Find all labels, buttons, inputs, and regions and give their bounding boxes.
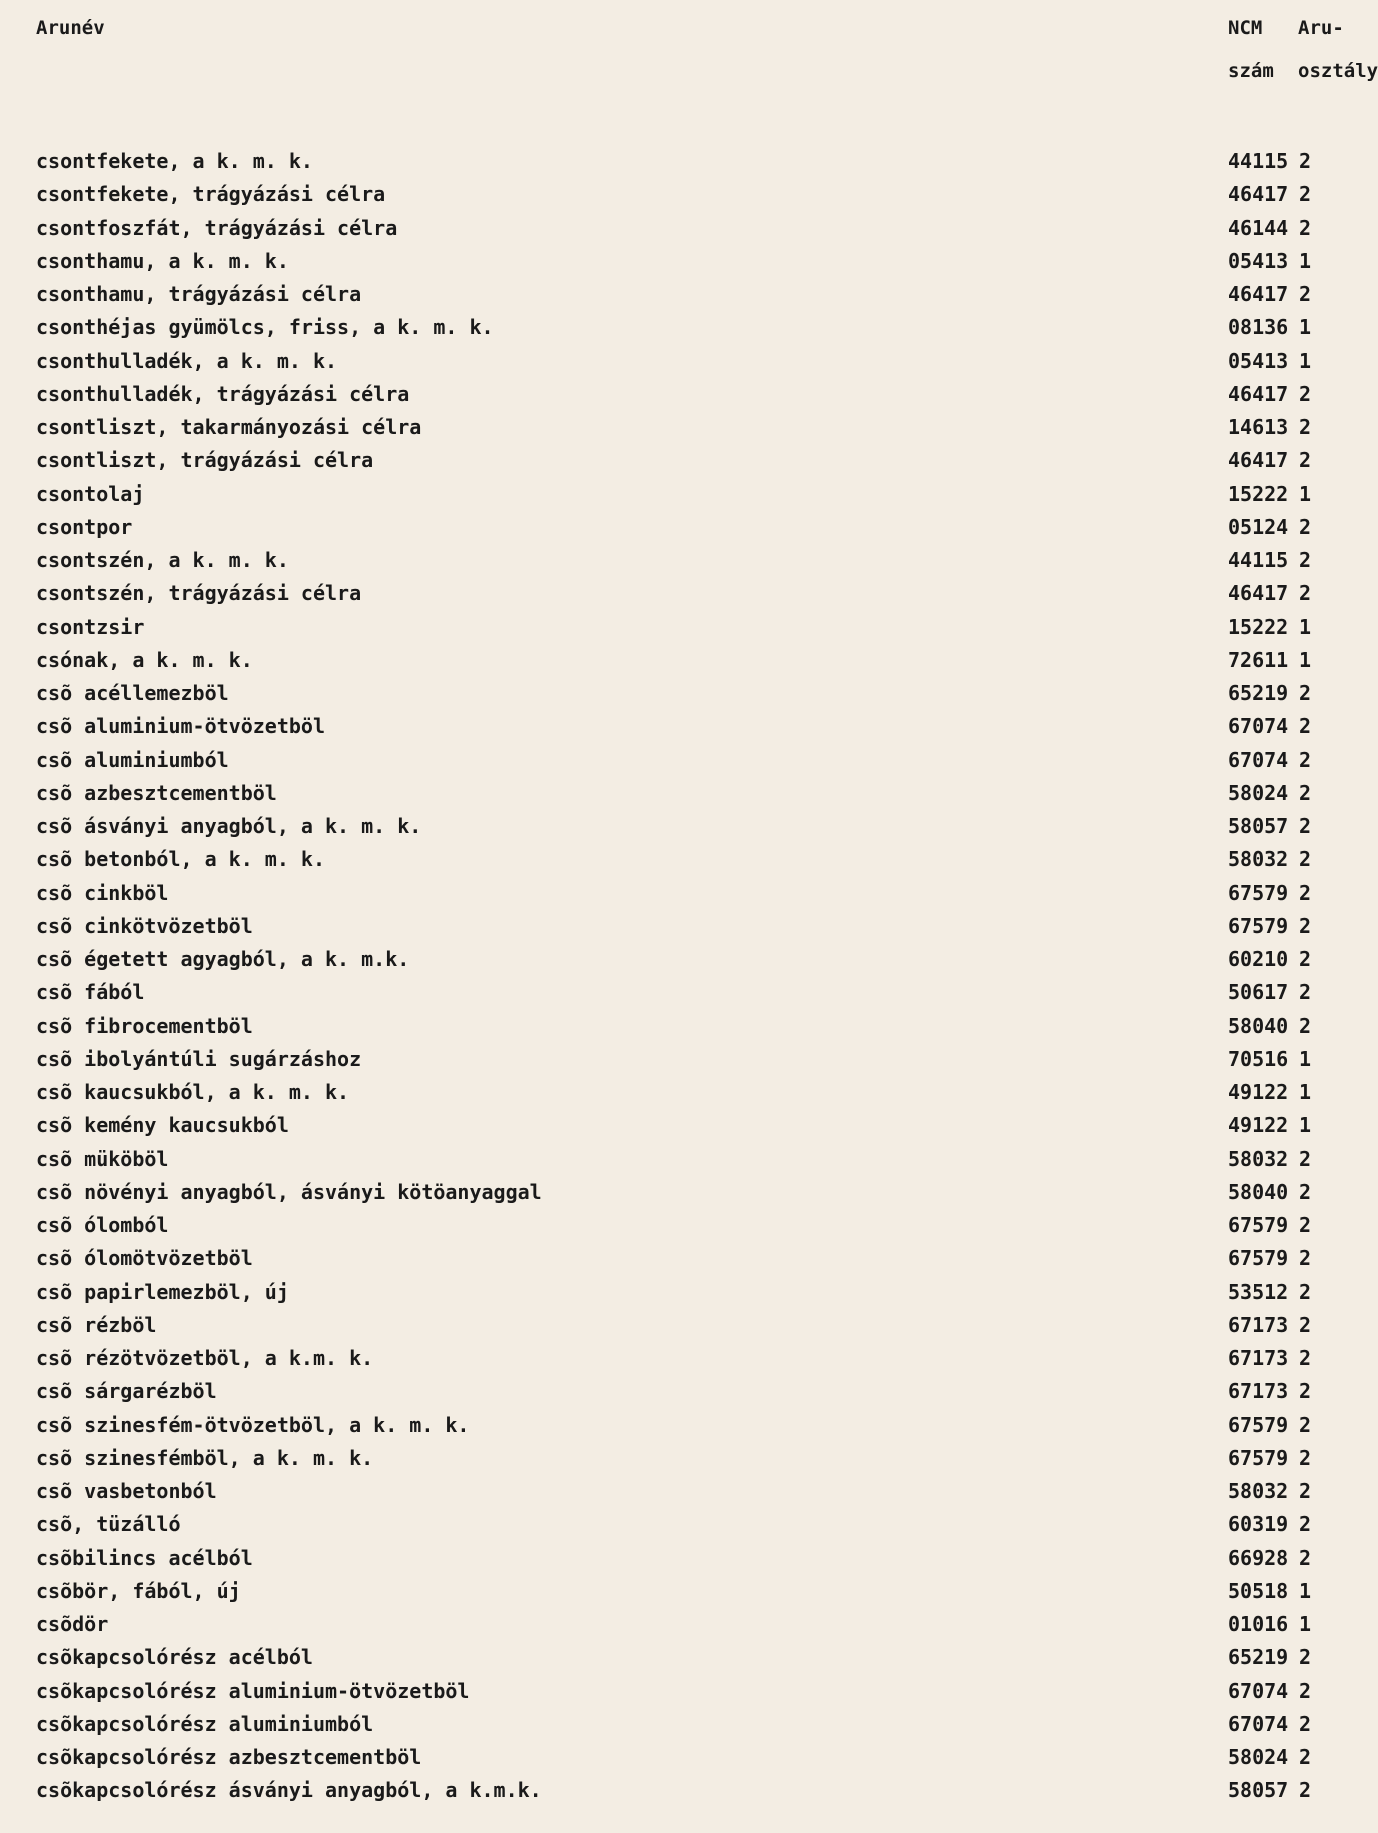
header-class-line2: osztály [1298, 60, 1378, 82]
item-ncm-code: 66928 [1228, 1545, 1289, 1570]
list-item [0, 1342, 1378, 1375]
item-class: 2 [1299, 1445, 1312, 1470]
item-name: csõ, tüzálló [36, 1512, 181, 1537]
list-item [0, 212, 1378, 245]
item-class: 2 [1299, 847, 1312, 872]
item-name: csõ rézötvözetböl, a k.m. k. [36, 1346, 374, 1370]
item-ncm-code: 46417 [1228, 381, 1289, 406]
item-class: 1 [1299, 1113, 1312, 1138]
item-class: 1 [1299, 1046, 1312, 1071]
item-name: csontzsir [36, 614, 145, 639]
item-class: 2 [1299, 381, 1312, 406]
item-name: csontszén, trágyázási célra [36, 581, 362, 606]
item-ncm-code: 46144 [1228, 215, 1289, 240]
list-item [0, 1043, 1378, 1076]
list-item [0, 1242, 1378, 1275]
item-name: csõ müköböl [36, 1146, 169, 1171]
item-ncm-code: 67579 [1228, 880, 1289, 905]
entry-list [0, 145, 1378, 1808]
item-class: 1 [1299, 1612, 1312, 1636]
item-ncm-code: 01016 [1228, 1612, 1289, 1636]
item-name: csõbilincs acélból [36, 1545, 253, 1570]
item-class: 2 [1299, 814, 1312, 838]
item-name: csónak, a k. m. k. [36, 647, 253, 672]
list-item [0, 976, 1378, 1009]
item-name: csõ ólomötvözetböl [36, 1246, 253, 1271]
item-name: csõ szinesfémböl, a k. m. k. [36, 1445, 374, 1470]
item-name: csõ betonból, a k. m. k. [36, 847, 325, 872]
item-name: csonthulladék, a k. m. k. [36, 348, 338, 373]
item-class: 2 [1299, 1379, 1312, 1404]
item-ncm-code: 67074 [1228, 714, 1289, 739]
list-item [0, 1475, 1378, 1508]
list-item [0, 777, 1378, 810]
item-name: csõ fából [36, 980, 145, 1005]
item-name: csõkapcsolórész aluminium-ötvözetböl [36, 1678, 470, 1703]
list-item [0, 1276, 1378, 1309]
item-class: 1 [1299, 1080, 1312, 1104]
item-ncm-code: 58057 [1228, 1778, 1289, 1803]
item-class: 2 [1299, 980, 1312, 1005]
item-class: 2 [1299, 880, 1312, 905]
item-ncm-code: 67074 [1228, 1711, 1289, 1736]
item-name: csonthamu, trágyázási célra [36, 282, 362, 306]
item-name: csõ ibolyántúli sugárzáshoz [36, 1046, 362, 1071]
item-ncm-code: 67579 [1228, 1412, 1289, 1437]
item-name: csõkapcsolórész aluminiumból [36, 1711, 374, 1736]
item-ncm-code: 05413 [1228, 348, 1289, 373]
item-class: 2 [1299, 581, 1312, 606]
list-item [0, 877, 1378, 910]
item-name: csõ szinesfém-ötvözetböl, a k. m. k. [36, 1412, 470, 1437]
list-item [0, 910, 1378, 943]
item-name: csõ cinkötvözetböl [36, 913, 253, 938]
item-ncm-code: 46417 [1228, 282, 1289, 306]
item-class: 2 [1299, 1711, 1312, 1736]
item-class: 2 [1299, 1512, 1312, 1537]
item-class: 2 [1299, 448, 1312, 473]
list-item [0, 1010, 1378, 1043]
list-item [0, 378, 1378, 411]
list-item [0, 1708, 1378, 1741]
item-name: csontpor [36, 514, 133, 539]
item-class: 2 [1299, 149, 1312, 173]
item-ncm-code: 60210 [1228, 947, 1289, 971]
list-item [0, 611, 1378, 644]
list-item [0, 278, 1378, 311]
item-class: 2 [1299, 1479, 1312, 1503]
item-name: csõkapcsolórész ásványi anyagból, a k.m.k. [36, 1778, 542, 1803]
item-name: csõ rézböl [36, 1312, 157, 1337]
item-name: csõ papirlemezböl, új [36, 1279, 289, 1304]
item-ncm-code: 53512 [1228, 1279, 1289, 1304]
item-ncm-code: 67173 [1228, 1312, 1289, 1337]
item-ncm-code: 49122 [1228, 1080, 1289, 1104]
item-ncm-code: 67074 [1228, 1678, 1289, 1703]
item-class: 2 [1299, 548, 1312, 572]
header-class-line1: Aru- [1298, 17, 1344, 39]
item-ncm-code: 46417 [1228, 182, 1289, 207]
item-ncm-code: 67074 [1228, 747, 1289, 772]
list-item [0, 1675, 1378, 1708]
list-item [0, 644, 1378, 677]
header-name-label: Arunév [36, 17, 105, 39]
item-class: 2 [1299, 714, 1312, 739]
item-name: csõ kemény kaucsukból [36, 1113, 289, 1138]
item-class: 2 [1299, 947, 1312, 971]
list-item [0, 677, 1378, 710]
item-class: 2 [1299, 1279, 1312, 1304]
item-class: 2 [1299, 1213, 1312, 1237]
item-name: csonthulladék, trágyázási célra [36, 381, 410, 406]
list-item [0, 544, 1378, 577]
list-item [0, 1608, 1378, 1641]
item-name: csõ cinkböl [36, 880, 169, 905]
item-ncm-code: 05124 [1228, 514, 1289, 539]
item-class: 2 [1299, 1013, 1312, 1038]
item-ncm-code: 67579 [1228, 1445, 1289, 1470]
item-name: csõ növényi anyagból, ásványi kötöanyaggal [36, 1179, 542, 1204]
list-item [0, 1076, 1378, 1109]
list-item [0, 478, 1378, 511]
item-class: 1 [1299, 647, 1312, 672]
list-item [0, 1774, 1378, 1807]
item-ncm-code: 67173 [1228, 1379, 1289, 1404]
item-class: 1 [1299, 481, 1312, 506]
list-item [0, 345, 1378, 378]
item-ncm-code: 67579 [1228, 913, 1289, 938]
item-ncm-code: 58057 [1228, 814, 1289, 838]
item-name: csõ azbesztcementböl [36, 780, 277, 805]
item-class: 2 [1299, 780, 1312, 805]
list-item [0, 511, 1378, 544]
list-item [0, 1176, 1378, 1209]
header-ncm-line1: NCM [1228, 17, 1263, 39]
list-item [0, 1109, 1378, 1142]
item-ncm-code: 70516 [1228, 1046, 1289, 1071]
list-item [0, 744, 1378, 777]
item-ncm-code: 44115 [1228, 149, 1289, 173]
item-name: csõ vasbetonból [36, 1479, 217, 1503]
item-ncm-code: 65219 [1228, 1645, 1289, 1670]
item-name: csõ sárgarézböl [36, 1379, 217, 1404]
list-item [0, 311, 1378, 344]
item-ncm-code: 50617 [1228, 980, 1289, 1005]
item-class: 2 [1299, 1312, 1312, 1337]
item-class: 2 [1299, 1346, 1312, 1370]
list-item [0, 1542, 1378, 1575]
item-name: csõ ólomból [36, 1213, 169, 1237]
item-name: csõkapcsolórész azbesztcementböl [36, 1745, 422, 1769]
item-ncm-code: 15222 [1228, 614, 1289, 639]
list-item [0, 444, 1378, 477]
list-item [0, 1575, 1378, 1608]
list-item [0, 245, 1378, 278]
item-ncm-code: 08136 [1228, 315, 1289, 340]
list-item [0, 1309, 1378, 1342]
item-name: csõ ásványi anyagból, a k. m. k. [36, 814, 422, 838]
item-class: 2 [1299, 1645, 1312, 1670]
item-ncm-code: 58040 [1228, 1179, 1289, 1204]
item-class: 2 [1299, 514, 1312, 539]
item-class: 1 [1299, 1578, 1312, 1603]
item-ncm-code: 58032 [1228, 847, 1289, 872]
item-ncm-code: 58032 [1228, 1146, 1289, 1171]
list-item [0, 1409, 1378, 1442]
list-item [0, 1442, 1378, 1475]
item-ncm-code: 72611 [1228, 647, 1289, 672]
item-class: 2 [1299, 215, 1312, 240]
list-item [0, 1375, 1378, 1408]
item-name: csontliszt, takarmányozási célra [36, 415, 422, 439]
item-name: csõ aluminiumból [36, 747, 229, 772]
item-ncm-code: 15222 [1228, 481, 1289, 506]
item-name: csonthamu, a k. m. k. [36, 248, 289, 273]
item-ncm-code: 65219 [1228, 681, 1289, 705]
item-class: 2 [1299, 182, 1312, 207]
item-class: 2 [1299, 1246, 1312, 1271]
list-item [0, 1741, 1378, 1774]
list-item [0, 1641, 1378, 1674]
item-name: csonthéjas gyümölcs, friss, a k. m. k. [36, 315, 494, 340]
list-item [0, 810, 1378, 843]
item-ncm-code: 44115 [1228, 548, 1289, 572]
item-ncm-code: 50518 [1228, 1578, 1289, 1603]
item-name: csontolaj [36, 481, 145, 506]
item-name: csõ kaucsukból, a k. m. k. [36, 1080, 350, 1104]
list-item [0, 710, 1378, 743]
item-ncm-code: 67579 [1228, 1246, 1289, 1271]
item-ncm-code: 58032 [1228, 1479, 1289, 1503]
item-class: 2 [1299, 1778, 1312, 1803]
list-item [0, 178, 1378, 211]
item-class: 1 [1299, 348, 1312, 373]
item-name: csontszén, a k. m. k. [36, 548, 289, 572]
item-name: csontliszt, trágyázási célra [36, 448, 374, 473]
list-item [0, 577, 1378, 610]
item-ncm-code: 67579 [1228, 1213, 1289, 1237]
item-class: 2 [1299, 1412, 1312, 1437]
list-item [0, 145, 1378, 178]
item-ncm-code: 67173 [1228, 1346, 1289, 1370]
item-name: csontfekete, a k. m. k. [36, 149, 313, 173]
item-name: csontfekete, trágyázási célra [36, 182, 386, 207]
item-name: csõkapcsolórész acélból [36, 1645, 313, 1670]
item-class: 2 [1299, 282, 1312, 306]
item-ncm-code: 60319 [1228, 1512, 1289, 1537]
item-class: 2 [1299, 913, 1312, 938]
list-item [0, 843, 1378, 876]
item-name: csõ aluminium-ötvözetböl [36, 714, 325, 739]
item-class: 2 [1299, 1179, 1312, 1204]
item-class: 1 [1299, 248, 1312, 273]
item-class: 1 [1299, 614, 1312, 639]
item-name: csõdör [36, 1612, 109, 1636]
list-item [0, 1143, 1378, 1176]
item-ncm-code: 05413 [1228, 248, 1289, 273]
item-class: 2 [1299, 415, 1312, 439]
item-class: 2 [1299, 1146, 1312, 1171]
item-class: 2 [1299, 1678, 1312, 1703]
item-name: csõ égetett agyagból, a k. m.k. [36, 947, 410, 971]
item-ncm-code: 46417 [1228, 448, 1289, 473]
item-ncm-code: 58024 [1228, 780, 1289, 805]
item-class: 2 [1299, 747, 1312, 772]
item-class: 2 [1299, 1745, 1312, 1769]
list-item [0, 943, 1378, 976]
item-class: 1 [1299, 315, 1312, 340]
list-item [0, 1209, 1378, 1242]
list-item [0, 1508, 1378, 1541]
item-ncm-code: 46417 [1228, 581, 1289, 606]
list-item [0, 411, 1378, 444]
item-ncm-code: 58024 [1228, 1745, 1289, 1769]
header-ncm-line2: szám [1228, 60, 1274, 82]
item-name: csõbör, fából, új [36, 1578, 241, 1603]
item-ncm-code: 49122 [1228, 1113, 1289, 1138]
item-class: 2 [1299, 1545, 1312, 1570]
item-name: csõ fibrocementböl [36, 1013, 253, 1038]
item-class: 2 [1299, 681, 1312, 705]
item-ncm-code: 14613 [1228, 415, 1289, 439]
item-ncm-code: 58040 [1228, 1013, 1289, 1038]
item-name: csõ acéllemezböl [36, 681, 229, 705]
item-name: csontfoszfát, trágyázási célra [36, 215, 398, 240]
